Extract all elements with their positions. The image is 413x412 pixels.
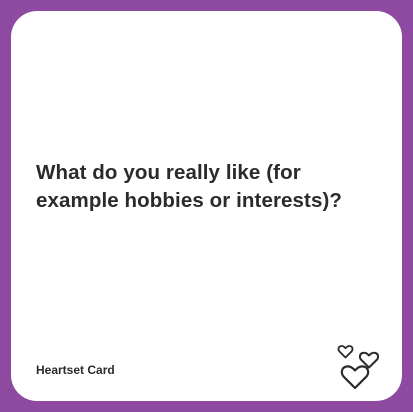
card-brand-label: Heartset Card [36,363,115,377]
card-question: What do you really like (for example hobbies or interests)? [36,161,343,212]
question-card[interactable] [11,11,402,401]
hearts-logo-icon [333,335,383,391]
